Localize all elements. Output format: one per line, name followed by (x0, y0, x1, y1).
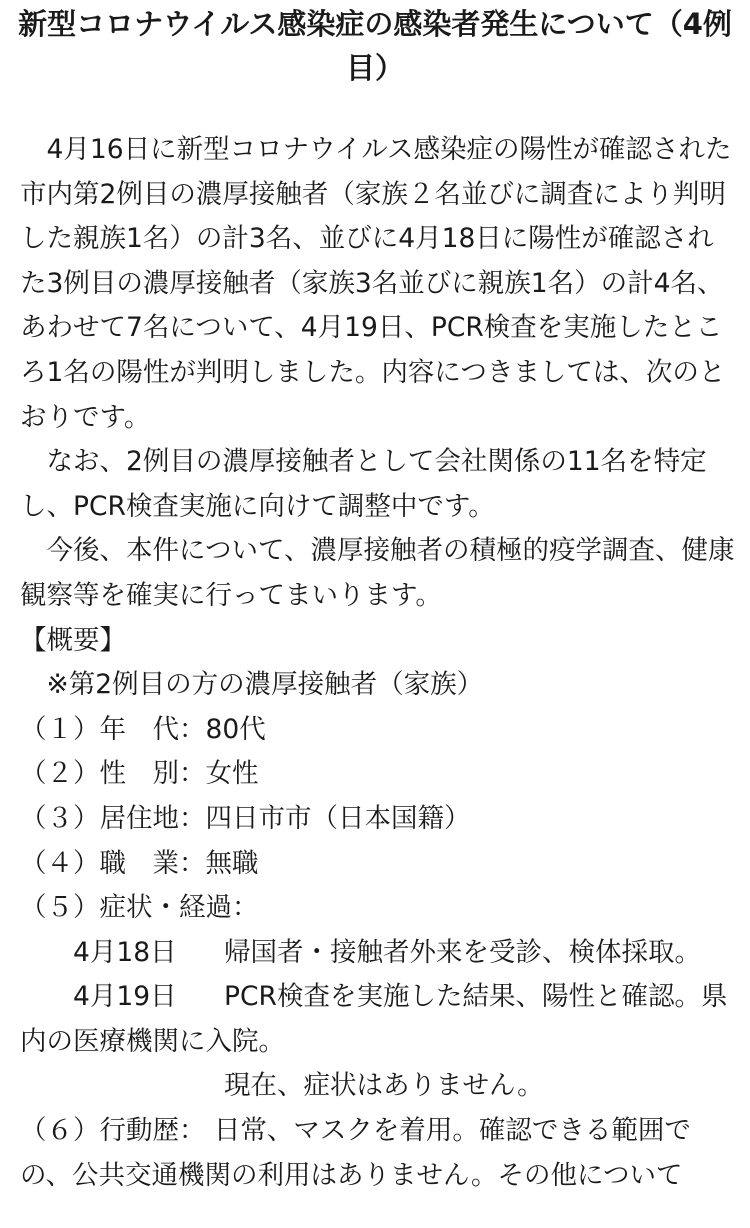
page-title-line2: 目） (345, 51, 404, 85)
event-continuation: 現在、症状はありません。 (224, 1070, 544, 1102)
item-sex: （２）性 別：女性 (20, 758, 259, 790)
paragraph-future-actions: 今後、本件について、濃厚接触者の積極的疫学調査、健康観察等を確実に行ってまいります。 (20, 535, 735, 611)
event-entry (20, 975, 740, 1064)
item-occupation: （４）職 業：無職 (20, 847, 259, 879)
paragraph-company-contacts: なお、2例目の濃厚接触者として会社関係の11名を特定し、PCR検査実施に向けて調整中です。 (20, 446, 707, 522)
event-date: 4月19日 (73, 981, 177, 1013)
event-entry (20, 931, 740, 976)
article-body (20, 128, 740, 1198)
item-age: （１）年 代：80代 (20, 713, 266, 745)
item-activity-history: （６）行動歴： 日常、マスクを着用。確認できる範囲での、公共交通機関の利用はありません。その他について (20, 1115, 691, 1191)
event-text: PCR検査を実施した結果、陽性と確認。県内の医療機関に入院。 (20, 981, 728, 1057)
paragraph-intro: 4月16日に新型コロナウイルス感染症の陽性が確認された市内第2例目の濃厚接触者（家族２名並びに調査により判明した親族1名）の計3名、並びに4月18日に陽性が確認された3例目の濃厚接触者（家族3名並びに親族1名）の計4名、あわせて7名について、4月19日、PCR検査を実施したところ1名の陽性が判明しました。内容につきましては、次のとおりです。 (20, 134, 732, 433)
overview-heading: 【概要】 (20, 624, 126, 656)
page-title (0, 2, 750, 90)
event-text: 帰国者・接触者外来を受診、検体採取。 (224, 936, 702, 968)
event-date: 4月18日 (73, 936, 177, 968)
overview-note: ※第2例目の方の濃厚接触者（家族） (46, 669, 484, 701)
item-residence: （３）居住地：四日市市（日本国籍） (20, 802, 471, 834)
page-title-line1: 新型コロナウイルス感染症の感染者発生について（4例 (18, 7, 732, 41)
item-symptoms: （５）症状・経過： (20, 892, 259, 924)
